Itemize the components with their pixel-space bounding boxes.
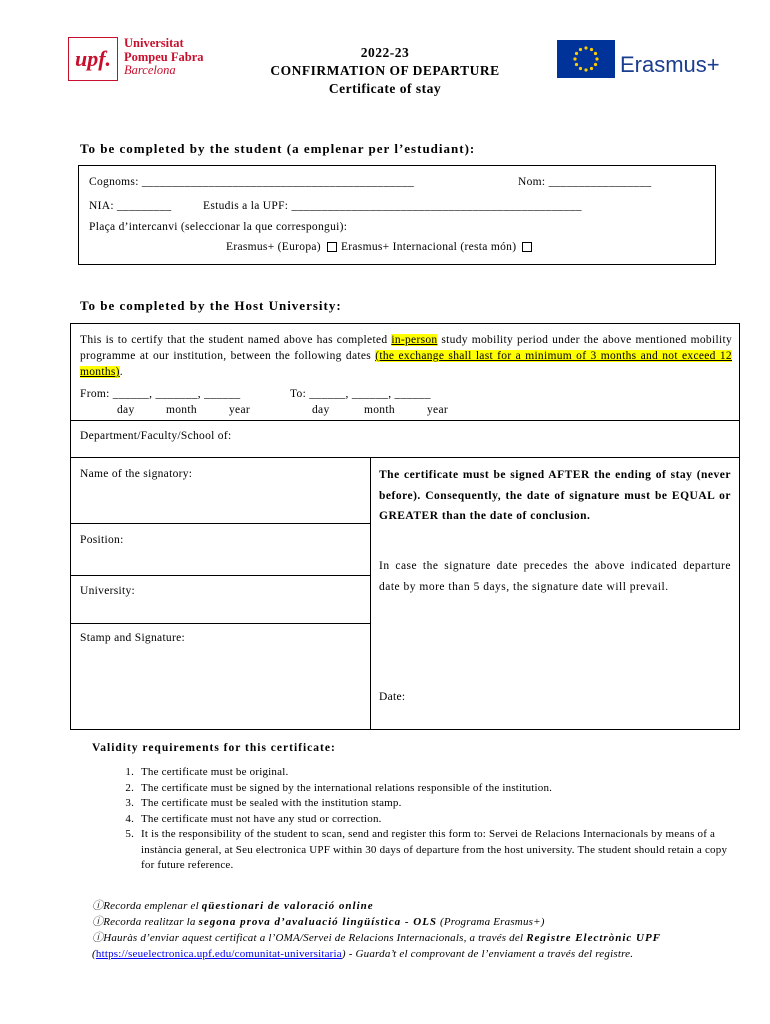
department-field[interactable]: Department/Faculty/School of: xyxy=(80,430,232,442)
position-field[interactable]: Position: xyxy=(80,534,124,546)
to-year-label: year xyxy=(427,404,448,416)
university-field[interactable]: University: xyxy=(80,585,136,597)
validity-item: 5. It is the responsibility of the student to scan, send and register this form to: Servei de Relacions Internacionals by means of a instància general, at Seu electronica UPF within 30 days of departure from the host university. The student should retain a copy for future reference. xyxy=(137,827,737,874)
cert-text-3: . xyxy=(119,366,123,378)
nia-field[interactable]: NIA: _________ xyxy=(89,200,172,212)
upf-logo-line3: Barcelona xyxy=(124,63,176,77)
exchange-place-label: Plaça d’intercanvi (seleccionar la que correspongui): xyxy=(89,221,348,233)
stamp-signature-field[interactable]: Stamp and Signature: xyxy=(80,632,186,644)
to-month-label: month xyxy=(364,404,395,416)
divider-5 xyxy=(70,623,370,624)
signatory-field[interactable]: Name of the signatory: xyxy=(80,468,193,480)
validity-item: 4. The certificate must not have any stud or correction. xyxy=(137,812,737,828)
from-year-label: year xyxy=(229,404,250,416)
validity-list xyxy=(95,765,737,874)
divider-1 xyxy=(70,420,740,421)
reminder-send-certificate: ⓘHauràs d’enviar aquest certificat a l’OMA/Servei de Relacions Internacionals, a través del Registre Electrònic UPF (https://seuelectronica.upf.edu/comunitat-universitaria) - Guarda’t el comprovant de l’enviament a través del registre. xyxy=(92,932,662,960)
certification-text xyxy=(80,332,732,380)
from-month-label: month xyxy=(166,404,197,416)
host-box xyxy=(70,323,740,730)
upf-logo-line1: Universitat xyxy=(124,36,184,50)
eu-flag-logo xyxy=(557,40,615,78)
option-international-checkbox[interactable] xyxy=(522,242,532,252)
from-day-label: day xyxy=(117,404,135,416)
info-icon: ⓘ xyxy=(92,900,104,912)
academic-year: 2022-23 xyxy=(360,45,410,60)
seu-electronica-link[interactable]: https://seuelectronica.upf.edu/comunitat-universitaria xyxy=(95,948,342,960)
reminder-questionnaire: ⓘRecorda emplenar el qüestionari de valoració online xyxy=(92,900,374,912)
document-header xyxy=(200,44,570,98)
upf-logo-line2: Pompeu Fabra xyxy=(124,49,204,64)
document-title: CONFIRMATION OF DEPARTURE xyxy=(270,63,500,78)
surname-field[interactable]: Cognoms: _____________________________________________ xyxy=(89,176,415,188)
cert-highlight-duration: (the exchange shall last for a minimum of 3 months and not exceed 12 months) xyxy=(80,350,732,378)
info-icon: ⓘ xyxy=(92,916,104,928)
from-date-field[interactable]: From: ______, _______, ______ xyxy=(80,388,241,400)
erasmus-logo-text: Erasmus+ xyxy=(620,52,720,77)
document-subtitle: Certificate of stay xyxy=(328,81,442,96)
signature-date-note: In case the signature date precedes the above indicated departure date by more than 5 days, the signature date will prevail. xyxy=(379,560,731,593)
divider-2 xyxy=(70,457,740,458)
option-europe-checkbox[interactable] xyxy=(327,242,337,252)
option-europe-label: Erasmus+ (Europa) xyxy=(226,241,321,253)
validity-title: Validity requirements for this certificate: xyxy=(92,742,336,754)
to-day-label: day xyxy=(312,404,330,416)
divider-3 xyxy=(70,523,370,524)
name-field[interactable]: Nom: _________________ xyxy=(518,176,652,188)
studies-field[interactable]: Estudis a la UPF: ________________________________________________ xyxy=(203,200,582,212)
student-section-title: To be completed by the student (a emplenar per l’estudiant): xyxy=(80,141,476,156)
date-field[interactable]: Date: xyxy=(379,691,406,703)
upf-logo-mark: upf. xyxy=(68,37,118,81)
validity-item: 2. The certificate must be signed by the international relations responsible of the institution. xyxy=(137,781,737,797)
signing-rule-note: The certificate must be signed AFTER the ending of stay (never before). Consequently, the date of signature must be EQUAL or GREATER than the date of conclusion. xyxy=(379,469,731,522)
to-date-field[interactable]: To: ______, ______, ______ xyxy=(290,388,431,400)
column-divider xyxy=(370,457,371,730)
upf-logo-text xyxy=(124,37,204,78)
cert-text-2: study mobility period under the above mentioned mobility programme at our institution, between the following dates xyxy=(80,334,732,362)
option-international-label: Erasmus+ Internacional (resta món) xyxy=(340,241,517,253)
exchange-options xyxy=(226,241,536,253)
validity-item: 1. The certificate must be original. xyxy=(137,765,737,781)
validity-item: 3. The certificate must be sealed with the institution stamp. xyxy=(137,796,737,812)
info-icon: ⓘ xyxy=(92,932,104,944)
cert-highlight-in-person: in-person xyxy=(391,334,438,346)
host-section-title: To be completed by the Host University: xyxy=(80,298,342,313)
cert-text-1: This is to certify that the student named above has completed xyxy=(80,334,392,346)
divider-4 xyxy=(70,575,370,576)
reminders xyxy=(92,898,692,962)
reminder-language-test: ⓘRecorda realitzar la segona prova d’avaluació lingüística - OLS (Programa Erasmus+) xyxy=(92,916,545,928)
